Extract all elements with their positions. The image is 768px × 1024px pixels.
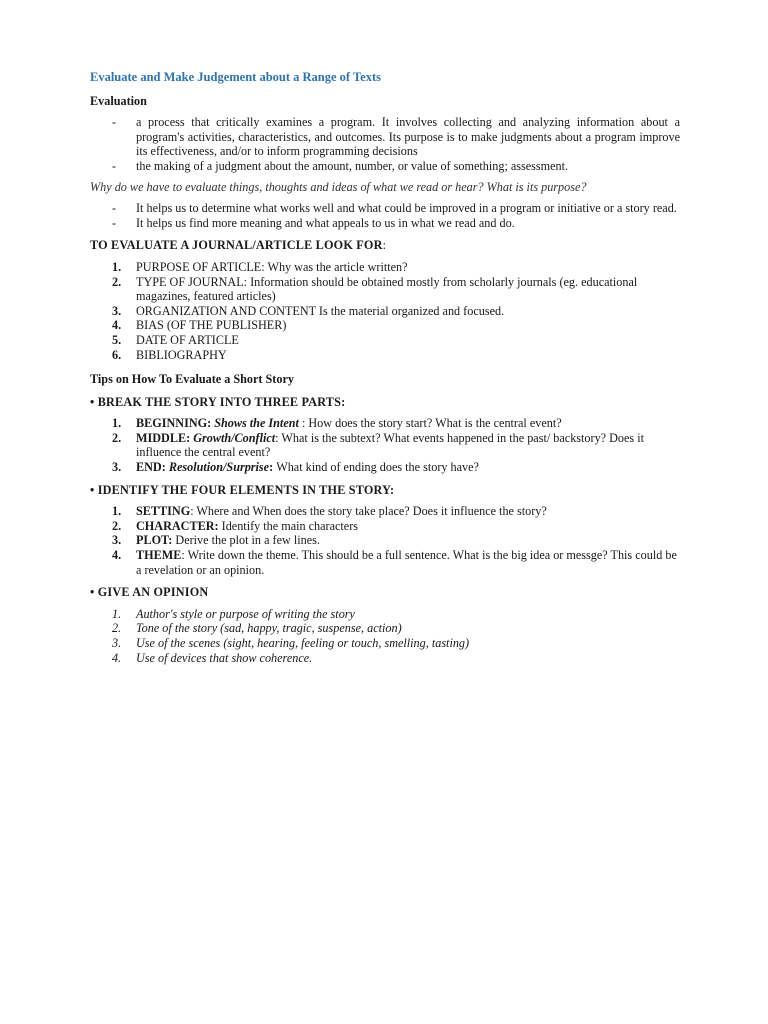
section-heading-four-elements: • IDENTIFY THE FOUR ELEMENTS IN THE STORY: xyxy=(90,482,395,497)
document-title: Evaluate and Make Judgement about a Range of Texts xyxy=(90,70,381,84)
opinion-list xyxy=(90,607,680,665)
list-item: - It helps us to determine what works well and what could be improved in a program or initiative or a story read. xyxy=(112,201,677,216)
journal-heading: TO EVALUATE A JOURNAL/ARTICLE LOOK FOR: xyxy=(90,238,387,253)
list-item: - It helps us find more meaning and what appeals to us in what we read and do. xyxy=(112,215,515,230)
list-item: 6. BIBLIOGRAPHY xyxy=(112,347,227,362)
list-item: 2. Tone of the story (sad, happy, tragic, suspense, action) xyxy=(112,621,402,636)
evaluation-heading: Evaluation xyxy=(90,93,147,108)
section-heading-opinion: • GIVE AN OPINION xyxy=(90,585,209,600)
purpose-answers-list xyxy=(90,201,680,230)
list-item: 2. CHARACTER: Identify the main characters xyxy=(112,518,359,533)
list-item: 1. BEGINNING: Shows the Intent : How does the story start? What is the central event? xyxy=(112,416,562,431)
four-elements-list xyxy=(90,504,680,577)
list-item: 1. PURPOSE OF ARTICLE: Why was the article written? xyxy=(112,259,408,274)
list-item: 5. DATE OF ARTICLE xyxy=(112,332,239,347)
section-heading-three-parts: • BREAK THE STORY INTO THREE PARTS: xyxy=(90,394,346,409)
list-item: 3. END: Resolution/Surprise: What kind of ending does the story have? xyxy=(112,460,479,475)
tips-heading: Tips on How To Evaluate a Short Story xyxy=(90,372,294,387)
list-item: 3. ORGANIZATION AND CONTENT Is the material organized and focused. xyxy=(112,303,505,318)
list-item: 2. MIDDLE: Growth/Conflict: What is the subtext? What events happened in the past/ backstory? Does it influence the central event? xyxy=(112,430,644,460)
list-item: 4. BIAS (OF THE PUBLISHER) xyxy=(112,318,287,333)
list-item: 4. THEME: Write down the theme. This should be a full sentence. What is the big idea or messge? This could be a revelation or an opinion. xyxy=(112,548,677,577)
list-item: 4. Use of devices that show coherence. xyxy=(112,650,313,665)
document-body xyxy=(90,70,680,665)
list-item: - a process that critically examines a program. It involves collecting and analyzing information about a program's activities, characteristics, and outcomes. Its purpose is to make judgments about a program improve its effectiveness, and/or to inform programming decisions xyxy=(112,115,680,159)
list-item: 1. Author's style or purpose of writing the story xyxy=(112,606,355,621)
list-item: 3. Use of the scenes (sight, hearing, feeling or touch, smelling, tasting) xyxy=(112,636,470,650)
evaluation-list xyxy=(90,115,680,173)
list-item: 3. PLOT: Derive the plot in a few lines. xyxy=(112,533,320,548)
three-parts-list xyxy=(90,416,680,474)
list-item: 1. SETTING: Where and When does the story take place? Does it influence the story? xyxy=(112,504,547,519)
list-item: 2. TYPE OF JOURNAL: Information should be obtained mostly from scholarly journals (eg. educational magazines, featured articles) xyxy=(112,274,638,304)
purpose-question: Why do we have to evaluate things, thoughts and ideas of what we read or hear? What is its purpose? xyxy=(90,179,587,194)
journal-criteria-list xyxy=(90,260,680,362)
list-item: - the making of a judgment about the amount, number, or value of something; assessment. xyxy=(112,158,569,173)
